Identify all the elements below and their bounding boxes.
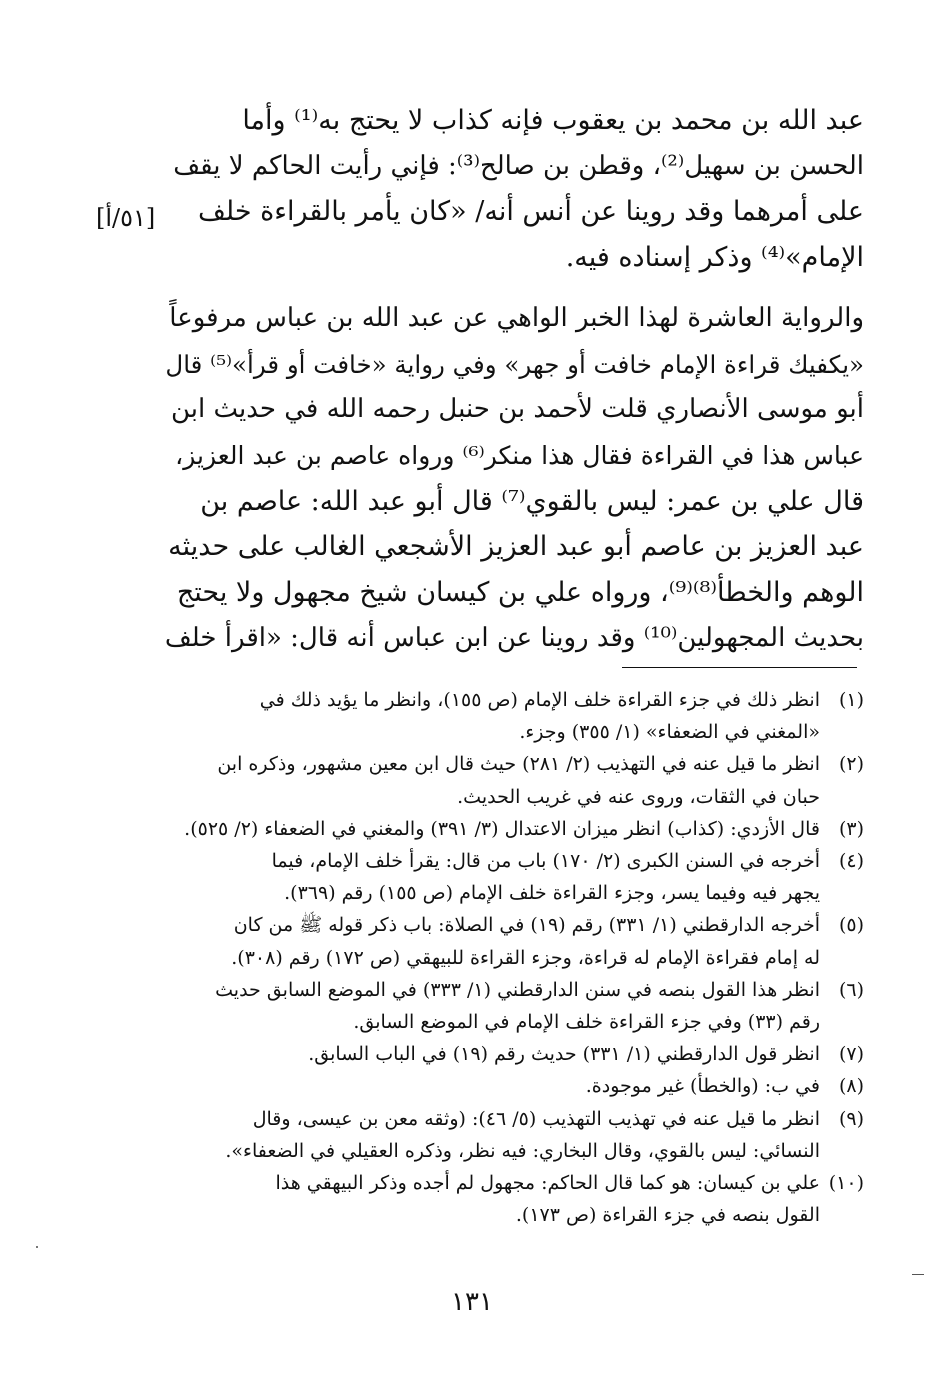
footnote-line: في ب: (والخطأ) غير موجودة. xyxy=(585,1075,820,1098)
footnote-number: (٨) xyxy=(838,1075,864,1098)
footnote-line: رقم (٣٣) وفي جزء القراءة خلف الإمام في الموضع السابق. xyxy=(353,1011,820,1034)
page-number: ١٣١ xyxy=(451,1287,493,1317)
paragraph-line: عبد العزيز بن عاصم أبو عبد العزيز الأشجعي الغالب على حديثه xyxy=(168,531,864,563)
footnote xyxy=(144,684,864,748)
paragraph-line: قال علي بن عمر: ليس بالقوي⁽⁷⁾ قال أبو عبد الله: عاصم بن xyxy=(200,485,864,517)
footnote-line: قال الأزدي: (كذاب) انظر ميزان الاعتدال (٣/ ٣٩١) والمغني في الضعفاء (٢/ ٥٢٥). xyxy=(184,817,820,840)
paragraph-line: الإمام»⁽⁴⁾ وذكر إسناده فيه. xyxy=(565,242,864,274)
footnote-text xyxy=(144,974,820,1038)
footnote-number: (٥) xyxy=(838,914,864,937)
paragraph-line: عبد الله بن محمد بن يعقوب فإنه كذاب لا يحتج به⁽¹⁾ وأما xyxy=(242,105,864,136)
footnote-line: أخرجه في السنن الكبرى (٢/ ١٧٠) باب من قال: يقرأ خلف الإمام، فيما xyxy=(271,850,820,873)
footnote-line: «المغني في الضعفاء» (١/ ٣٥٥) وجزء. xyxy=(519,721,820,744)
footnote xyxy=(144,1070,864,1102)
footnote-number: (١) xyxy=(838,689,864,711)
footnote-text xyxy=(144,813,820,845)
paragraph-line: الحسن بن سهيل⁽²⁾، وقطن بن صالح⁽³⁾: فإني رأيت الحاكم لا يقف xyxy=(173,150,864,181)
paragraph-line: أبو موسى الأنصاري قلت لأحمد بن حنبل رحمه الله في حديث ابن xyxy=(170,394,864,425)
footnote-line: انظر ذلك في جزء القراءة خلف الإمام (ص ١٥٥)، وانظر ما يؤيد ذلك في xyxy=(259,689,820,711)
paragraph-line: والرواية العاشرة لهذا الخبر الواهي عن عبد الله بن عباس مرفوعاً xyxy=(169,303,864,333)
footnote-line: علي بن كيسان: هو كما قال الحاكم: مجهول لم أجده وذكر البيهقي هذا xyxy=(275,1172,820,1195)
paragraph-line: على أمرهما وقد روينا عن أنس أنه/ «كان يأمر بالقراءة خلف xyxy=(197,196,864,228)
footnote-line: حبان في الثقات، وروى عنه في غريب الحديث. xyxy=(457,785,820,808)
footnote-line: أخرجه الدارقطني (١/ ٣٣١) رقم (١٩) في الصلاة: باب ذكر قوله ﷺ من كان xyxy=(233,914,820,937)
paragraph-line: «يكفيك قراءة الإمام خافت أو جهر» وفي رواية «خافت أو قرأ»⁽⁵⁾ قال xyxy=(165,349,864,379)
footnote-number: (٩) xyxy=(838,1107,864,1130)
footnote xyxy=(144,813,864,845)
footnote-number: (٣) xyxy=(838,817,864,840)
footnote-text xyxy=(144,845,820,909)
footnote-line: القول بنصه في جزء القراءة (ص ١٧٣). xyxy=(515,1204,820,1227)
footnote-line: له إمام فقراءة الإمام له قراءة، وجزء القراءة للبيهقي (ص ١٧٢) رقم (٣٠٨). xyxy=(231,946,820,969)
footnote-line: انظر ما قيل عنه في التهذيب (٢/ ٢٨١) حيث قال ابن معين مشهور، وذكره ابن xyxy=(217,753,820,776)
paragraph-line: الوهم والخطأ⁽⁸⁾⁽⁹⁾، ورواه علي بن كيسان شيخ مجهول ولا يحتج xyxy=(176,577,864,609)
footnote-text xyxy=(144,1038,820,1070)
footnote-separator xyxy=(622,667,857,668)
footnote-line: يجهر فيه وفيما يسر، وجزء القراءة خلف الإمام (ص ١٥٥) رقم (٣٦٩). xyxy=(284,882,820,905)
footnote xyxy=(144,909,864,973)
paragraph-1 xyxy=(164,98,864,281)
scan-artifact-mark xyxy=(912,1274,924,1275)
footnote xyxy=(144,974,864,1038)
footnote-text xyxy=(144,1167,820,1231)
footnote-text xyxy=(144,1103,820,1167)
footnote-text xyxy=(144,1070,820,1102)
footnote-text xyxy=(144,909,820,973)
footnote xyxy=(144,1038,864,1070)
footnote-number: (٧) xyxy=(838,1043,864,1066)
footnotes-section xyxy=(144,684,864,1231)
footnote-line: النسائي: ليس بالقوي، وقال البخاري: فيه نظر، وذكره العقيلي في الضعفاء». xyxy=(225,1139,820,1162)
footnote-number: (٤) xyxy=(838,850,864,873)
paragraph-line: عباس هذا في القراءة فقال هذا منكر⁽⁶⁾ ورواه عاصم بن عبد العزيز، xyxy=(175,441,864,471)
footnote-line: انظر ما قيل عنه في تهذيب التهذيب (٥/ ٤٦): (وثقه معن بن عيسى، وقال xyxy=(252,1107,820,1130)
paragraph-2 xyxy=(164,296,864,662)
scan-artifact-dot xyxy=(36,1246,38,1248)
footnote-number: (٢) xyxy=(838,753,864,776)
footnote-number: (٦) xyxy=(838,978,864,1001)
footnote xyxy=(144,748,864,812)
footnote-text xyxy=(144,748,820,812)
footnote-text xyxy=(144,684,820,748)
footnote-number: (١٠) xyxy=(828,1172,864,1195)
footnote-line: انظر قول الدارقطني (١/ ٣٣١) حديث رقم (١٩) في الباب السابق. xyxy=(308,1043,820,1066)
footnote xyxy=(144,1103,864,1167)
paragraph-line: بحديث المجهولين⁽¹⁰⁾ وقد روينا عن ابن عباس أنه قال: «اقرأ خلف xyxy=(164,622,864,653)
manuscript-folio-reference: [٥١/أ] xyxy=(96,204,156,232)
footnote xyxy=(144,1167,864,1231)
footnote-line: انظر هذا القول بنصه في سنن الدارقطني (١/ ٣٣٣) في الموضع السابق حديث xyxy=(215,978,820,1001)
footnote xyxy=(144,845,864,909)
